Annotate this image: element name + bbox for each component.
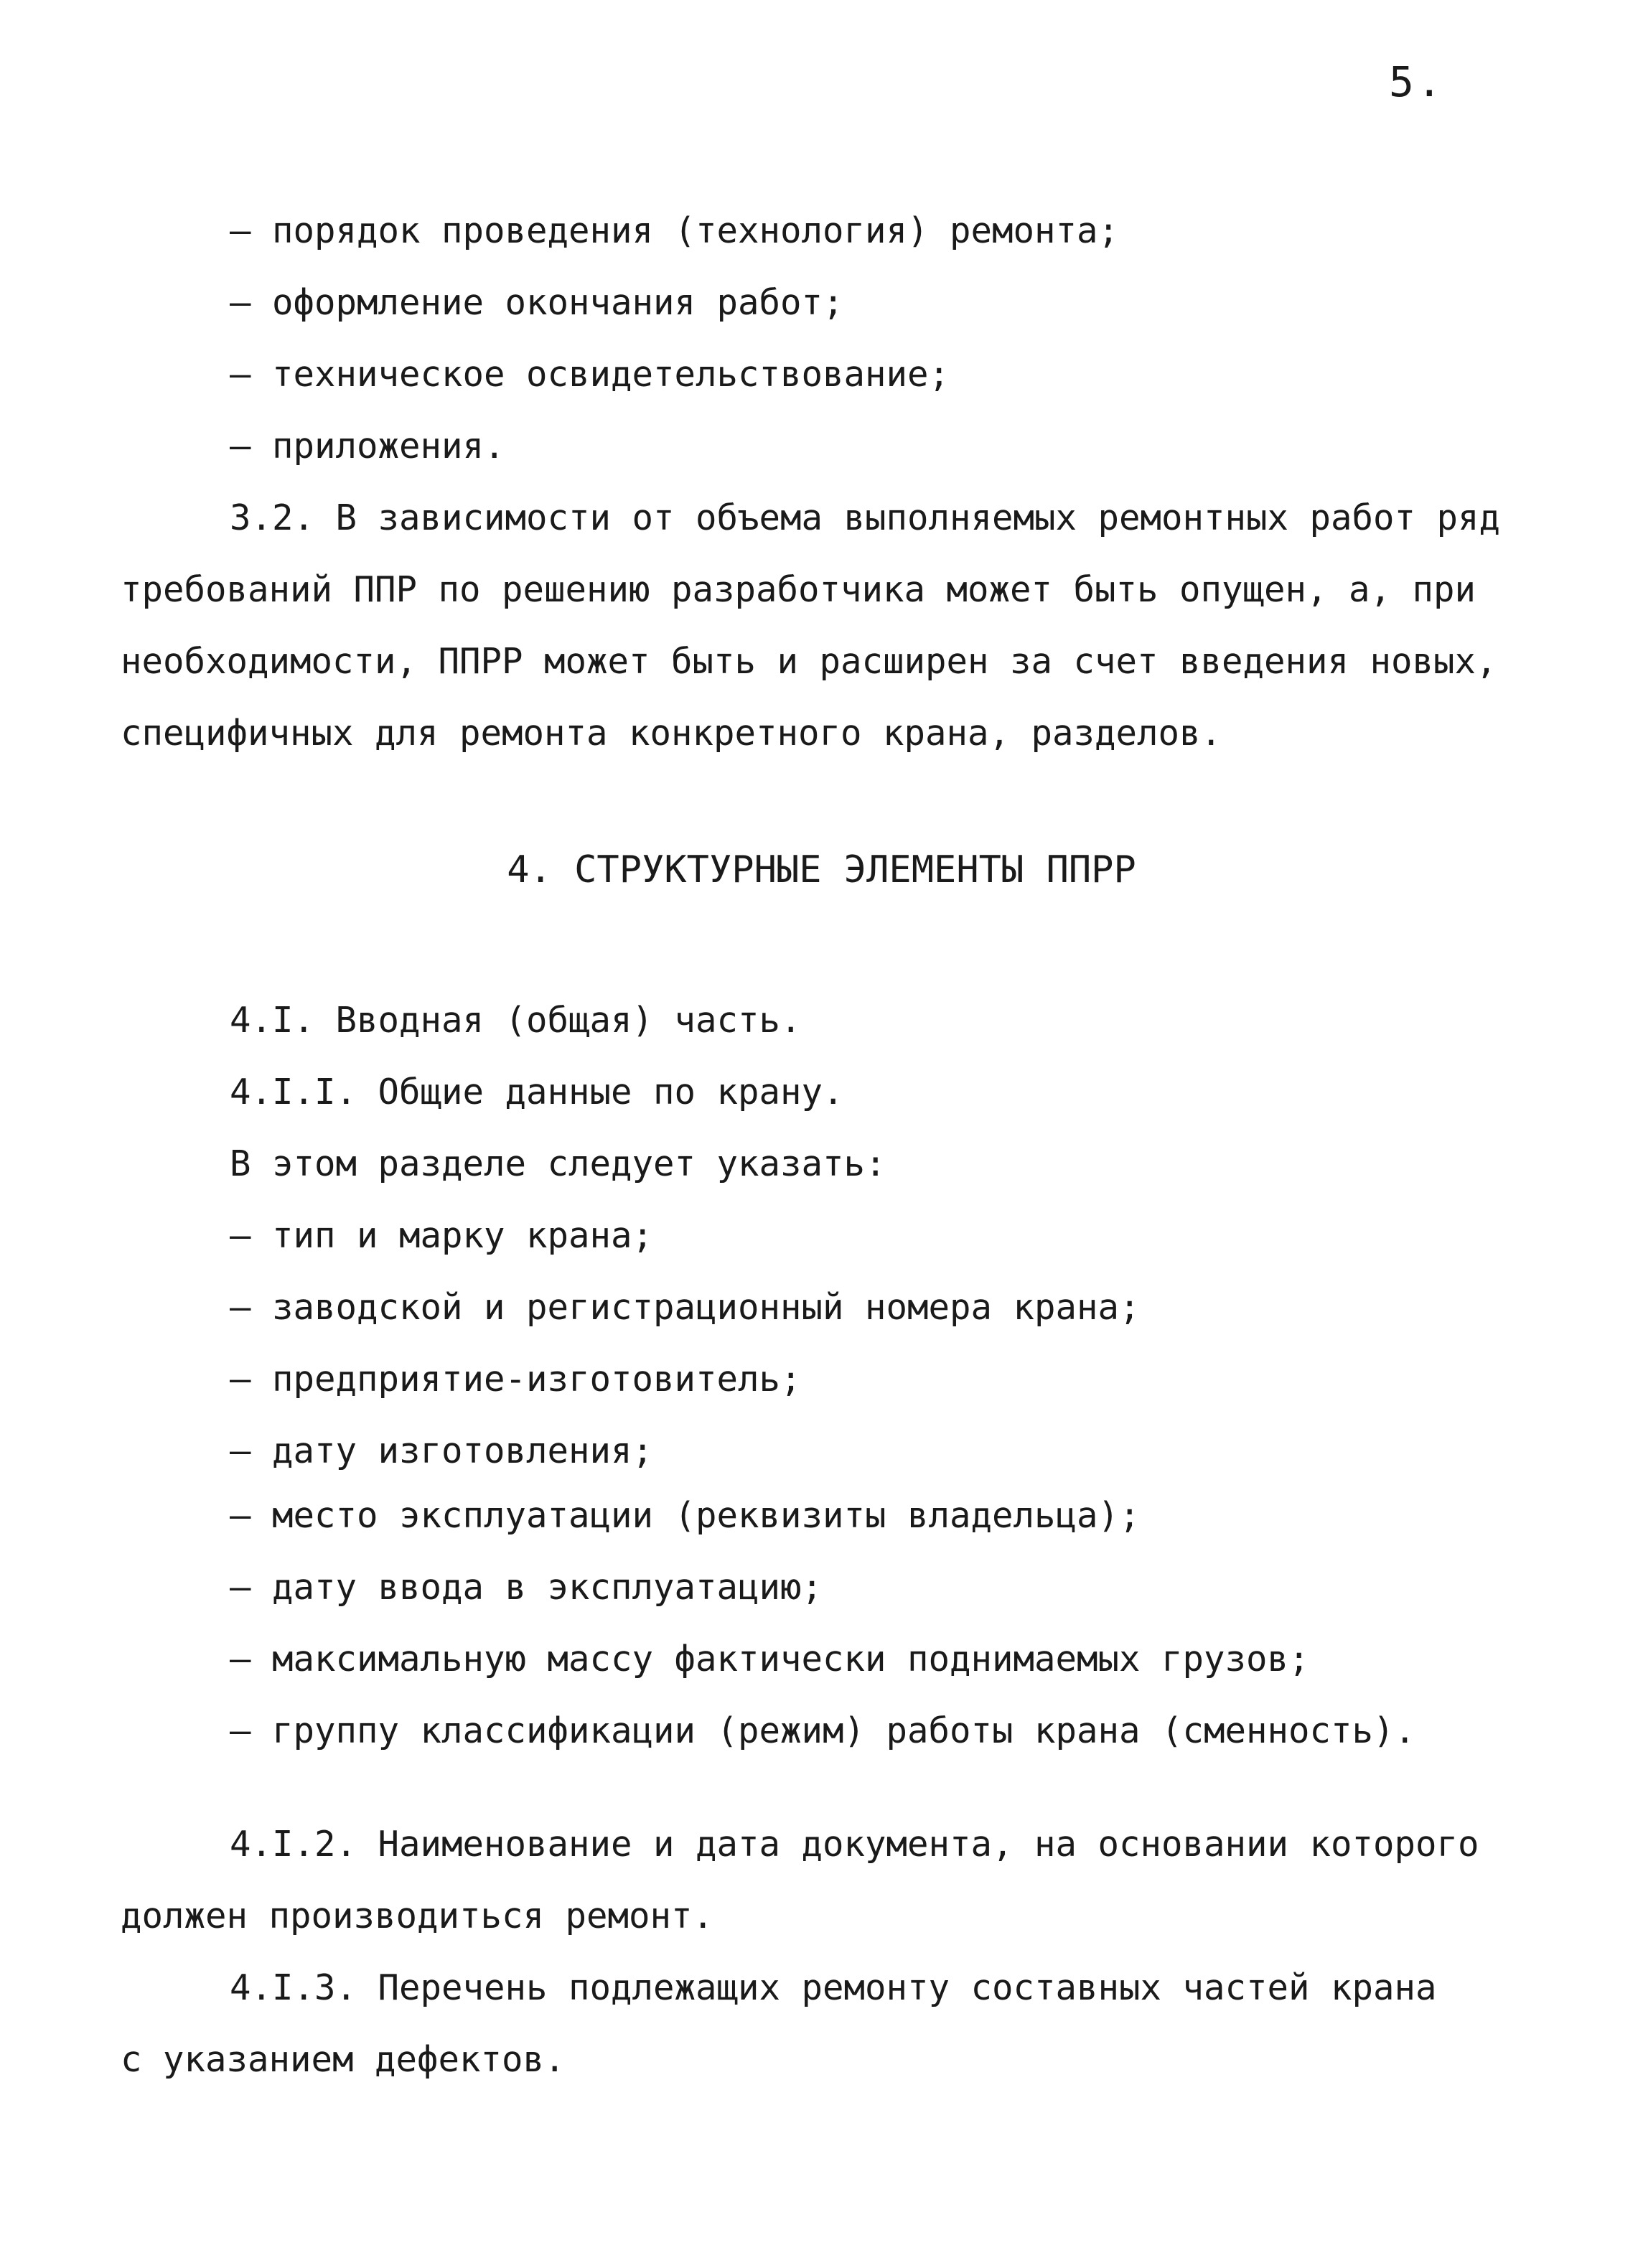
subsection-4-1: 4.I. Вводная (общая) часть. <box>230 1000 802 1041</box>
paragraph-line: 3.2. В зависимости от объема выполняемых ремонтных работ ряд <box>230 497 1501 538</box>
list-item: – максимальную массу фактически поднимаемых грузов; <box>230 1639 1310 1679</box>
list-item: – дату ввода в эксплуатацию; <box>230 1567 823 1608</box>
paragraph-line: 4.I.2. Наименование и дата документа, на основании которого <box>230 1824 1479 1865</box>
list-item: – тип и марку крана; <box>230 1215 654 1256</box>
page-number: 5. <box>1389 57 1445 106</box>
section-lead: В этом разделе следует указать: <box>230 1143 886 1184</box>
section-4-heading: 4. СТРУКТУРНЫЕ ЭЛЕМЕНТЫ ППРР <box>507 848 1136 891</box>
list-item: – дату изготовления; <box>230 1430 654 1471</box>
list-item: – место эксплуатации (реквизиты владельца); <box>230 1495 1141 1536</box>
list-item: – порядок проведения (технология) ремонта; <box>230 210 1120 251</box>
paragraph-line: необходимости, ППРР может быть и расширен за счет введения новых, <box>121 641 1497 682</box>
paragraph-line: 4.I.3. Перечень подлежащих ремонту составных частей крана <box>230 1967 1437 2008</box>
list-item: – группу классификации (режим) работы крана (сменность). <box>230 1710 1416 1751</box>
list-item: – заводской и регистрационный номера крана; <box>230 1287 1141 1328</box>
paragraph-line: с указанием дефектов. <box>121 2039 566 2080</box>
paragraph-line: специфичных для ремонта конкретного крана, разделов. <box>121 713 1222 754</box>
list-item: – предприятие-изготовитель; <box>230 1359 802 1400</box>
subsection-4-1-1: 4.I.I. Общие данные по крану. <box>230 1072 844 1112</box>
list-item: – техническое освидетельствование; <box>230 354 950 395</box>
list-item: – оформление окончания работ; <box>230 282 844 323</box>
paragraph-line: требований ППР по решению разработчика может быть опущен, а, при <box>121 569 1476 610</box>
list-item: – приложения. <box>230 426 505 467</box>
paragraph-line: должен производиться ремонт. <box>121 1896 714 1936</box>
